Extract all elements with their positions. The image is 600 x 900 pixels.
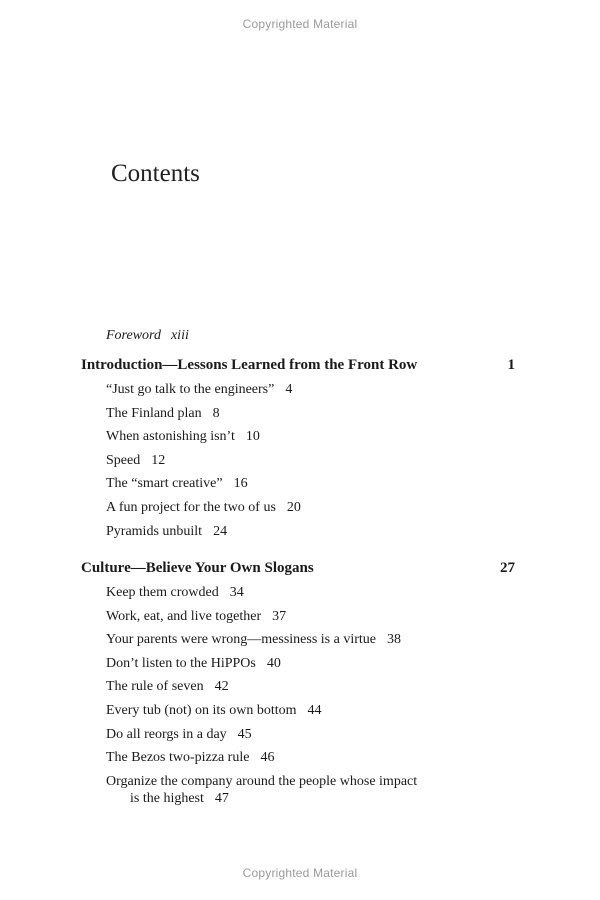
- entry-page: 16: [233, 476, 248, 492]
- toc-entry: [106, 475, 526, 499]
- entry-label: A fun project for the two of us: [106, 499, 276, 515]
- toc-entry: [106, 702, 526, 726]
- entry-label: The rule of seven: [106, 679, 204, 695]
- entry-page: 38: [386, 632, 401, 648]
- entry-label-line2: is the highest: [130, 791, 204, 806]
- entry-page: 47: [214, 791, 229, 806]
- chapter-page: 1: [507, 357, 515, 373]
- toc-entry: [106, 428, 526, 452]
- entry-page: 44: [307, 702, 322, 718]
- entry-page: 12: [151, 452, 166, 468]
- copyright-watermark-bottom: Copyrighted Material: [242, 866, 358, 880]
- chapter-page: 27: [500, 560, 515, 576]
- entry-page: 10: [245, 429, 260, 445]
- entry-page: 20: [286, 499, 301, 515]
- entry-page: 4: [285, 382, 293, 397]
- copyright-watermark-top: Copyrighted Material: [242, 17, 358, 31]
- entry-label: The “smart creative”: [106, 476, 223, 492]
- toc-entry: [106, 452, 526, 476]
- toc-entry: [106, 678, 526, 702]
- chapter-heading-culture: [81, 560, 515, 577]
- toc-entry: [106, 584, 526, 608]
- foreword-page: xiii: [170, 328, 189, 343]
- entry-page: 40: [266, 655, 281, 671]
- entry-label: Keep them crowded: [106, 585, 219, 600]
- entry-label-line1: Organize the company around the people whose impact: [106, 774, 418, 789]
- entry-label: Speed: [106, 452, 141, 468]
- toc-entry: [106, 381, 526, 405]
- chapter-title: Culture—Believe Your Own Slogans: [81, 560, 314, 576]
- entry-page: 37: [272, 608, 287, 624]
- culture-entry-list: [106, 584, 526, 773]
- toc-entry: [106, 499, 526, 523]
- introduction-entry-list: [106, 381, 526, 546]
- toc-entry: [106, 608, 526, 632]
- entry-label-line2-wrapper: [106, 790, 466, 807]
- chapter-heading-introduction: [81, 357, 515, 374]
- toc-entry: [106, 749, 526, 773]
- entry-label: The Bezos two-pizza rule: [106, 750, 250, 766]
- entry-label: “Just go talk to the engineers”: [106, 382, 275, 397]
- toc-entry: [106, 726, 526, 750]
- entry-label: Do all reorgs in a day: [106, 726, 227, 742]
- entry-page: 45: [237, 726, 252, 742]
- entry-page: 42: [214, 679, 229, 695]
- toc-entry: [106, 655, 526, 679]
- entry-page: 8: [212, 405, 220, 421]
- entry-label: Pyramids unbuilt: [106, 523, 203, 539]
- entry-page: 34: [229, 585, 244, 600]
- entry-label: Work, eat, and live together: [106, 608, 262, 624]
- toc-entry: [106, 405, 526, 429]
- entry-label: When astonishing isn’t: [106, 429, 235, 445]
- foreword-label: Foreword: [106, 328, 161, 343]
- entry-label: Don’t listen to the HiPPOs: [106, 655, 256, 671]
- entry-label: The Finland plan: [106, 405, 202, 421]
- chapter-title: Introduction—Lessons Learned from the Front Row: [81, 357, 418, 373]
- foreword-entry: [106, 328, 189, 344]
- toc-entry: [106, 523, 526, 547]
- entry-page: 46: [260, 750, 275, 766]
- toc-entry-wrapped: [106, 773, 466, 807]
- entry-label: Your parents were wrong—messiness is a virtue: [106, 632, 376, 648]
- entry-page: 24: [213, 523, 228, 539]
- page-title: Contents: [111, 160, 200, 187]
- toc-entry: [106, 631, 526, 655]
- entry-label: Every tub (not) on its own bottom: [106, 702, 297, 718]
